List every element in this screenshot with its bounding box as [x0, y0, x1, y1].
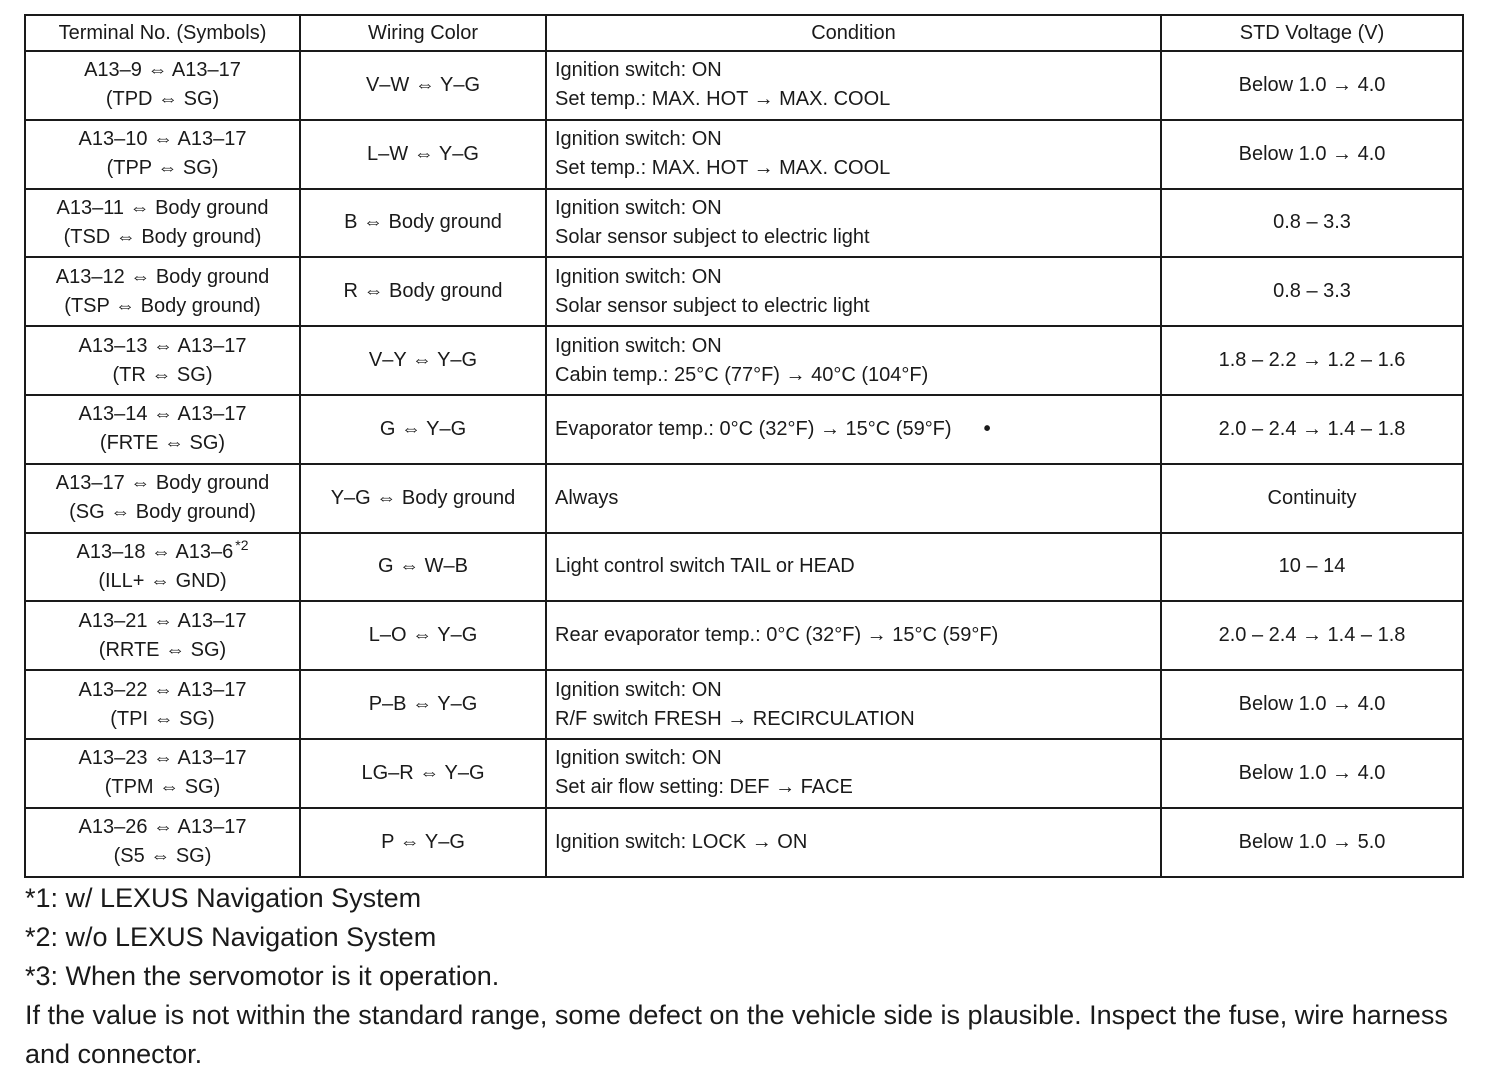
table-row [25, 326, 1463, 395]
header-std-voltage: STD Voltage (V) [1161, 15, 1463, 51]
condition-cell: Ignition switch: ON R/F switch FRESH → RECIRCULATION [546, 670, 1161, 739]
header-terminal: Terminal No. (Symbols) [25, 15, 300, 51]
table-row [25, 808, 1463, 877]
wiring-color-cell: LG–R ⇔ Y–G [300, 739, 546, 808]
table-row [25, 533, 1463, 602]
condition-cell: Rear evaporator temp.: 0°C (32°F) → 15°C (59°F) [546, 601, 1161, 670]
table-row [25, 189, 1463, 258]
condition-cell: Evaporator temp.: 0°C (32°F) → 15°C (59°F) • [546, 395, 1161, 464]
terminal-cell: A13–14 ⇔ A13–17 (FRTE ⇔ SG) [25, 395, 300, 464]
table-row [25, 395, 1463, 464]
voltage-cell: Below 1.0 → 5.0 [1161, 808, 1463, 877]
voltage-cell: Continuity [1161, 464, 1463, 533]
wiring-color-cell: L–O ⇔ Y–G [300, 601, 546, 670]
header-wiring-color: Wiring Color [300, 15, 546, 51]
wiring-color-cell: G ⇔ Y–G [300, 395, 546, 464]
voltage-cell: 0.8 – 3.3 [1161, 257, 1463, 326]
terminal-cell: A13–17 ⇔ Body ground (SG ⇔ Body ground) [25, 464, 300, 533]
table-row [25, 464, 1463, 533]
wiring-color-cell: Y–G ⇔ Body ground [300, 464, 546, 533]
wiring-color-cell: V–Y ⇔ Y–G [300, 326, 546, 395]
table-row [25, 257, 1463, 326]
condition-cell: Ignition switch: ON Set air flow setting: DEF → FACE [546, 739, 1161, 808]
table-row [25, 601, 1463, 670]
condition-cell: Ignition switch: ON Set temp.: MAX. HOT → MAX. COOL [546, 120, 1161, 189]
terminal-voltage-table [24, 14, 1464, 878]
footnote-marker: *2 [235, 536, 249, 553]
terminal-cell: A13–12 ⇔ Body ground (TSP ⇔ Body ground) [25, 257, 300, 326]
wiring-color-cell: B ⇔ Body ground [300, 189, 546, 258]
terminal-cell: A13–18 ⇔ A13–6 $^{*2}$ (ILL+ ⇔ GND) [25, 533, 300, 602]
stray-dot-mark: • [983, 417, 991, 440]
condition-cell: Ignition switch: ON Cabin temp.: 25°C (77°F) → 40°C (104°F) [546, 326, 1161, 395]
terminal-cell: A13–13 ⇔ A13–17 (TR ⇔ SG) [25, 326, 300, 395]
voltage-cell: Below 1.0 → 4.0 [1161, 51, 1463, 120]
footnote-3: *3: When the servomotor is it operation. [25, 961, 500, 991]
wiring-color-cell: L–W ⇔ Y–G [300, 120, 546, 189]
condition-cell: Ignition switch: ON Solar sensor subject to electric light [546, 257, 1161, 326]
voltage-cell: 2.0 – 2.4 → 1.4 – 1.8 [1161, 601, 1463, 670]
terminal-cell: A13–26 ⇔ A13–17 (S5 ⇔ SG) [25, 808, 300, 877]
voltage-cell: Below 1.0 → 4.0 [1161, 670, 1463, 739]
terminal-cell: A13–9 ⇔ A13–17 (TPD ⇔ SG) [25, 51, 300, 120]
terminal-cell: A13–11 ⇔ Body ground (TSD ⇔ Body ground) [25, 189, 300, 258]
condition-cell: Light control switch TAIL or HEAD [546, 533, 1161, 602]
terminal-cell: A13–10 ⇔ A13–17 (TPP ⇔ SG) [25, 120, 300, 189]
condition-cell: Ignition switch: ON Solar sensor subject to electric light [546, 189, 1161, 258]
header-condition: Condition [546, 15, 1161, 51]
wiring-color-cell: P–B ⇔ Y–G [300, 670, 546, 739]
condition-cell: Ignition switch: LOCK → ON [546, 808, 1161, 877]
voltage-cell: Below 1.0 → 4.0 [1161, 120, 1463, 189]
wiring-color-cell: R ⇔ Body ground [300, 257, 546, 326]
footnote-1: *1: w/ LEXUS Navigation System [25, 883, 422, 913]
voltage-cell: 2.0 – 2.4 → 1.4 – 1.8 [1161, 395, 1463, 464]
table-row [25, 670, 1463, 739]
condition-cell: Ignition switch: ON Set temp.: MAX. HOT → MAX. COOL [546, 51, 1161, 120]
footnote-2: *2: w/o LEXUS Navigation System [25, 922, 437, 952]
voltage-cell: 1.8 – 2.2 → 1.2 – 1.6 [1161, 326, 1463, 395]
table-row [25, 120, 1463, 189]
table-header-row [25, 15, 1463, 51]
table-row [25, 739, 1463, 808]
voltage-cell: Below 1.0 → 4.0 [1161, 739, 1463, 808]
table-row [25, 51, 1463, 120]
wiring-color-cell: G ⇔ W–B [300, 533, 546, 602]
terminal-cell: A13–22 ⇔ A13–17 (TPI ⇔ SG) [25, 670, 300, 739]
voltage-cell: 10 – 14 [1161, 533, 1463, 602]
wiring-color-cell: P ⇔ Y–G [300, 808, 546, 877]
terminal-cell: A13–23 ⇔ A13–17 (TPM ⇔ SG) [25, 739, 300, 808]
terminal-cell: A13–21 ⇔ A13–17 (RRTE ⇔ SG) [25, 601, 300, 670]
footnotes [25, 879, 1470, 1074]
inspection-remark: If the value is not within the standard range, some defect on the vehicle side is plausible. Inspect the fuse, wire harness and connector. [25, 1000, 1448, 1069]
condition-cell: Always [546, 464, 1161, 533]
wiring-color-cell: V–W ⇔ Y–G [300, 51, 546, 120]
voltage-cell: 0.8 – 3.3 [1161, 189, 1463, 258]
